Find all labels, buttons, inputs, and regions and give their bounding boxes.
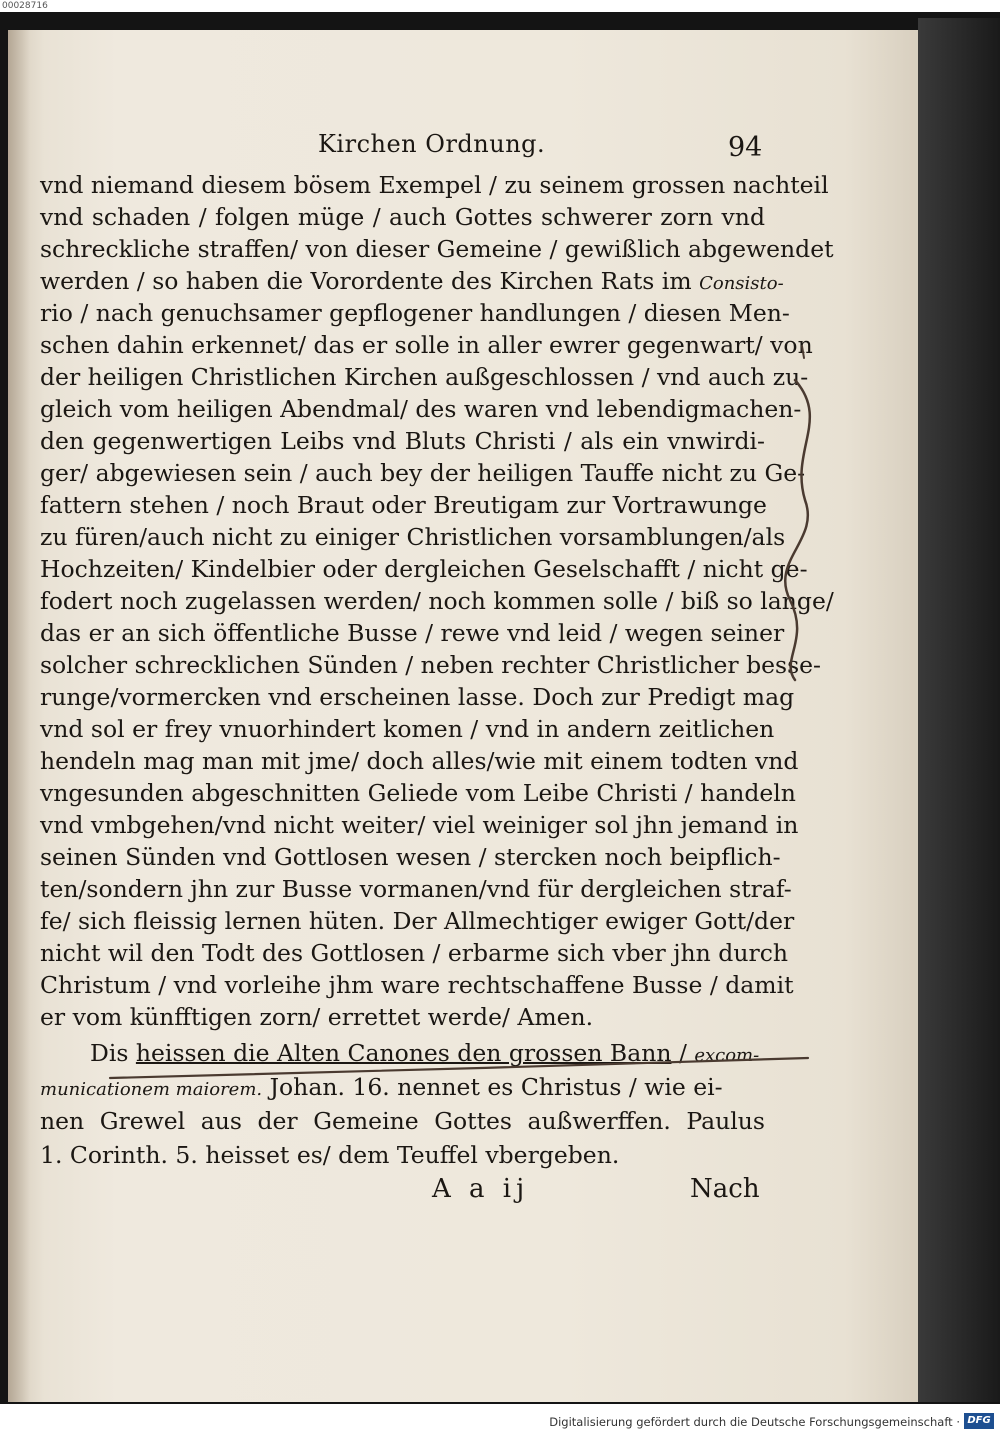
running-head: Kirchen Ordnung. bbox=[318, 130, 546, 158]
text-line: vnd vmbgehen/vnd nicht weiter/ viel weiniger sol jhn jemand in bbox=[40, 811, 799, 839]
latin-gloss: excom- bbox=[694, 1045, 760, 1066]
text-line: ger/ abgewiesen sein / auch bey der heiligen Tauffe nicht zu Ge- bbox=[40, 459, 806, 487]
text-line: zu füren/auch nicht zu einiger Christlichen vorsamblungen/als bbox=[40, 523, 786, 551]
text-line-part: Johan. 16. nennet es Christus / wie ei- bbox=[262, 1073, 723, 1101]
text-line: nicht wil den Todt des Gottlosen / erbarme sich vber jhn durch bbox=[40, 939, 788, 967]
para2-prefix: Dis bbox=[90, 1039, 136, 1067]
underlined-phrase: heissen die Alten Canones den grossen Bann bbox=[135, 1039, 672, 1067]
signature-mark: A a ij bbox=[432, 1174, 530, 1204]
footer-credit: Digitalisierung gefördert durch die Deutsche Forschungsgemeinschaft · bbox=[549, 1415, 960, 1429]
footer-bar bbox=[0, 1412, 1000, 1434]
text-line: vnd niemand diesem bösem Exempel / zu seinem grossen nachteil bbox=[40, 171, 829, 199]
text-line-part: werden / so haben die Vorordente des Kirchen Rats im bbox=[40, 267, 692, 295]
text-line: vngesunden abgeschnitten Geliede vom Leibe Christi / handeln bbox=[40, 779, 796, 807]
text-line: vnd sol er frey vnuorhindert komen / vnd in andern zeitlichen bbox=[40, 715, 775, 743]
page-edge-shadow bbox=[918, 18, 1000, 1402]
text-line: seinen Sünden vnd Gottlosen wesen / stercken noch beipflich- bbox=[40, 843, 781, 871]
text-line: Hochzeiten/ Kindelbier oder dergleichen Geselschafft / nicht ge- bbox=[40, 555, 808, 583]
text-line: rio / nach genuchsamer gepflogener handlungen / diesen Men- bbox=[40, 299, 790, 327]
text-line: vnd schaden / folgen müge / auch Gottes schwerer zorn vnd bbox=[40, 203, 765, 231]
paragraph-2-line-3: nen Grewel aus der Gemeine Gottes außwerffen. Paulus bbox=[40, 1107, 765, 1135]
paragraph-2-line-4: 1. Corinth. 5. heisset es/ dem Teuffel vbergeben. bbox=[40, 1141, 620, 1169]
text-line: gleich vom heiligen Abendmal/ des waren vnd lebendigmachen- bbox=[40, 395, 802, 423]
text-line: ten/sondern jhn zur Busse vormanen/vnd für dergleichen straf- bbox=[40, 875, 792, 903]
text-line: schreckliche straffen/ von dieser Gemeine / gewißlich abgewendet bbox=[40, 235, 834, 263]
page-spine-shadow bbox=[8, 30, 30, 1402]
scan-id-label: 00028716 bbox=[2, 1, 48, 11]
latin-gloss: Consisto- bbox=[699, 273, 784, 294]
text-line bbox=[40, 266, 784, 299]
text-line: Christum / vnd vorleihe jhm ware rechtschaffene Busse / damit bbox=[40, 971, 794, 999]
text-line: er vom künfftigen zorn/ errettet werde/ Amen. bbox=[40, 1003, 594, 1031]
text-line: fe/ sich fleissig lernen hüten. Der Allmechtiger ewiger Gott/der bbox=[40, 907, 795, 935]
para2-separator: / bbox=[671, 1039, 695, 1067]
text-line: den gegenwertigen Leibs vnd Bluts Christi / als ein vnwirdi- bbox=[40, 427, 765, 455]
text-line: runge/vormercken vnd erscheinen lasse. Doch zur Predigt mag bbox=[40, 683, 795, 711]
text-line: schen dahin erkennet/ das er solle in aller ewrer gegenwart/ von bbox=[40, 331, 813, 359]
text-line: fattern stehen / noch Braut oder Breutigam zur Vortrawunge bbox=[40, 491, 767, 519]
text-line: der heiligen Christlichen Kirchen außgeschlossen / vnd auch zu- bbox=[40, 363, 809, 391]
text-line: fodert noch zugelassen werden/ noch kommen solle / biß so lange/ bbox=[40, 587, 834, 615]
dfg-logo: DFG bbox=[964, 1413, 994, 1429]
latin-gloss: municationem maiorem. bbox=[40, 1079, 263, 1100]
folio-number: 94 bbox=[728, 132, 763, 163]
text-line: solcher schrecklichen Sünden / neben rechter Christlicher besse- bbox=[40, 651, 821, 679]
text-line: hendeln mag man mit jme/ doch alles/wie mit einem todten vnd bbox=[40, 747, 799, 775]
catchword: Nach bbox=[690, 1174, 760, 1204]
text-line: das er an sich öffentliche Busse / rewe vnd leid / wegen seiner bbox=[40, 619, 785, 647]
paragraph-2-line-2 bbox=[40, 1072, 765, 1105]
paragraph-2-line-1 bbox=[90, 1038, 765, 1071]
